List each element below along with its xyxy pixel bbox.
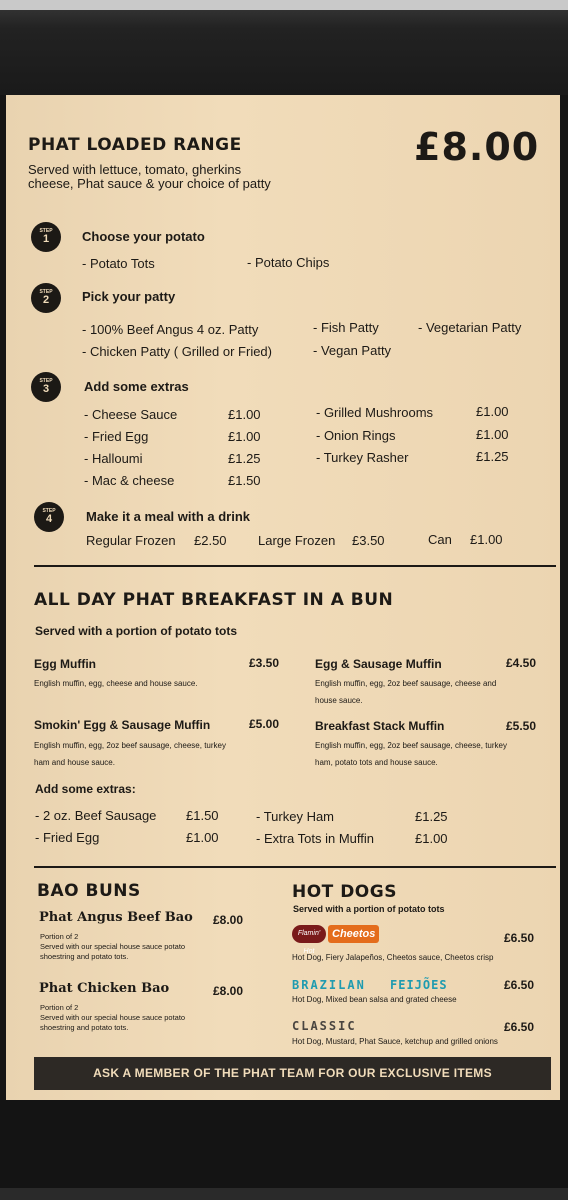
monitor-top-bezel: [0, 0, 568, 95]
extra-name: - Mac & cheese: [84, 473, 175, 488]
extra-price: £1.50: [228, 473, 261, 488]
step-4-badge: STEP 4: [34, 502, 64, 532]
hotdog-price: £6.50: [504, 978, 535, 992]
step-4-title: Make it a meal with a drink: [86, 509, 250, 524]
section-divider: [34, 866, 556, 868]
drink-price: £2.50: [194, 533, 227, 548]
breakfast-item-desc: English muffin, egg, 2oz beef sausage, cheese and: [315, 679, 497, 688]
extra-name: - Fried Egg: [84, 429, 149, 444]
breakfast-item-desc: English muffin, egg, cheese and house sauce.: [34, 679, 198, 688]
patty-option: - 100% Beef Angus 4 oz. Patty: [82, 322, 259, 337]
breakfast-item-desc: house sauce.: [315, 696, 363, 705]
bao-title: BAO BUNS: [37, 881, 141, 901]
breakfast-extra-price: £1.25: [415, 809, 448, 824]
potato-option: - Potato Chips: [247, 255, 330, 270]
bao-item-portion: Portion of 2: [40, 932, 79, 941]
step-1-title: Choose your potato: [82, 229, 205, 244]
hotdog-price: £6.50: [504, 931, 535, 945]
hotdog-name-feijoes: FEIJÕES: [390, 978, 448, 992]
loaded-range-title: PHAT LOADED RANGE: [28, 135, 242, 155]
breakfast-item-name: Egg & Sausage Muffin: [315, 657, 442, 671]
breakfast-item-price: £5.50: [506, 719, 537, 733]
breakfast-item-price: £5.00: [249, 717, 280, 731]
bao-item-name: Phat Angus Beef Bao: [39, 910, 193, 925]
extra-price: £1.00: [476, 427, 509, 442]
step-3-title: Add some extras: [84, 379, 189, 394]
exclusive-items-banner: ASK A MEMBER OF THE PHAT TEAM FOR OUR EXCLUSIVE ITEMS: [34, 1057, 551, 1090]
monitor-bottom-bezel: [0, 1100, 568, 1200]
breakfast-item-desc: English muffin, egg, 2oz beef sausage, cheese, turkey: [34, 741, 226, 750]
hotdog-desc: Hot Dog, Mixed bean salsa and grated cheese: [292, 995, 457, 1004]
extra-price: £1.25: [476, 449, 509, 464]
loaded-range-price: £8.00: [414, 125, 540, 169]
step-2-badge: STEP 2: [31, 283, 61, 313]
loaded-subtitle-2: cheese, Phat sauce & your choice of patty: [28, 176, 271, 191]
breakfast-subtitle: Served with a portion of potato tots: [35, 624, 237, 638]
patty-option: - Vegan Patty: [313, 343, 392, 358]
breakfast-extra-name: - Extra Tots in Muffin: [256, 831, 375, 846]
breakfast-item-price: £4.50: [506, 656, 537, 670]
breakfast-item-desc: ham and house sauce.: [34, 758, 115, 767]
extra-name: - Cheese Sauce: [84, 407, 178, 422]
patty-option: - Fish Patty: [313, 320, 379, 335]
hotdog-desc: Hot Dog, Mustard, Phat Sauce, ketchup and grilled onions: [292, 1037, 498, 1046]
patty-option: - Chicken Patty ( Grilled or Fried): [82, 344, 272, 359]
menu-board: [6, 95, 560, 1100]
extra-name: - Turkey Rasher: [316, 450, 409, 465]
drink-price: £1.00: [470, 532, 503, 547]
extra-price: £1.00: [228, 429, 261, 444]
drink-price: £3.50: [352, 533, 385, 548]
bao-item-portion: Portion of 2: [40, 1003, 79, 1012]
hotdog-price: £6.50: [504, 1020, 535, 1034]
extra-name: - Onion Rings: [316, 428, 396, 443]
breakfast-extra-price: £1.00: [415, 831, 448, 846]
breakfast-item-name: Egg Muffin: [34, 657, 96, 671]
breakfast-extra-price: £1.50: [186, 808, 219, 823]
bao-item-price: £8.00: [213, 984, 244, 998]
hotdogs-title: HOT DOGS: [292, 882, 397, 902]
breakfast-item-name: Smokin' Egg & Sausage Muffin: [34, 718, 211, 732]
step-3-badge: STEP 3: [31, 372, 61, 402]
breakfast-extras-title: Add some extras:: [35, 782, 136, 796]
hotdogs-subtitle: Served with a portion of potato tots: [293, 904, 445, 914]
ceiling: [0, 0, 568, 10]
drink-name: Regular Frozen: [86, 533, 176, 548]
bao-item-desc: shoestring and potato tots.: [40, 952, 129, 961]
loaded-subtitle-1: Served with lettuce, tomato, gherkins: [28, 162, 242, 177]
breakfast-extra-name: - Fried Egg: [35, 830, 100, 845]
breakfast-extra-name: - Turkey Ham: [256, 809, 335, 824]
extra-name: - Grilled Mushrooms: [316, 405, 434, 420]
patty-option: - Vegetarian Patty: [418, 320, 522, 335]
hotdog-name-classic: CLASSIC: [292, 1019, 357, 1033]
bao-item-desc: shoestring and potato tots.: [40, 1023, 129, 1032]
bezel-strip: [0, 1188, 568, 1200]
breakfast-item-desc: English muffin, egg, 2oz beef sausage, cheese, turkey: [315, 741, 507, 750]
extra-price: £1.25: [228, 451, 261, 466]
cheetos-logo: Cheetos: [328, 925, 379, 943]
bao-item-desc: Served with our special house sauce potato: [40, 1013, 186, 1022]
step-1-badge: STEP 1: [31, 222, 61, 252]
potato-option: - Potato Tots: [82, 256, 155, 271]
hotdog-name-brazilan: BRAZILAN: [292, 978, 366, 992]
breakfast-item-price: £3.50: [249, 656, 280, 670]
drink-name: Large Frozen: [258, 533, 336, 548]
bao-item-price: £8.00: [213, 913, 244, 927]
breakfast-title: ALL DAY PHAT BREAKFAST IN A BUN: [34, 590, 394, 610]
breakfast-extra-price: £1.00: [186, 830, 219, 845]
flamin-hot-logo: Flamin' Hot: [292, 925, 326, 943]
breakfast-extra-name: - 2 oz. Beef Sausage: [35, 808, 157, 823]
extra-price: £1.00: [228, 407, 261, 422]
breakfast-item-name: Breakfast Stack Muffin: [315, 719, 445, 733]
bao-item-desc: Served with our special house sauce potato: [40, 942, 186, 951]
bao-item-name: Phat Chicken Bao: [39, 981, 170, 996]
step-2-title: Pick your patty: [82, 289, 176, 304]
section-divider: [34, 565, 556, 567]
extra-price: £1.00: [476, 404, 509, 419]
breakfast-item-desc: ham, potato tots and house sauce.: [315, 758, 438, 767]
hotdog-desc: Hot Dog, Fiery Jalapeños, Cheetos sauce, Cheetos crisp: [292, 953, 494, 962]
extra-name: - Halloumi: [84, 451, 143, 466]
drink-name: Can: [428, 532, 452, 547]
